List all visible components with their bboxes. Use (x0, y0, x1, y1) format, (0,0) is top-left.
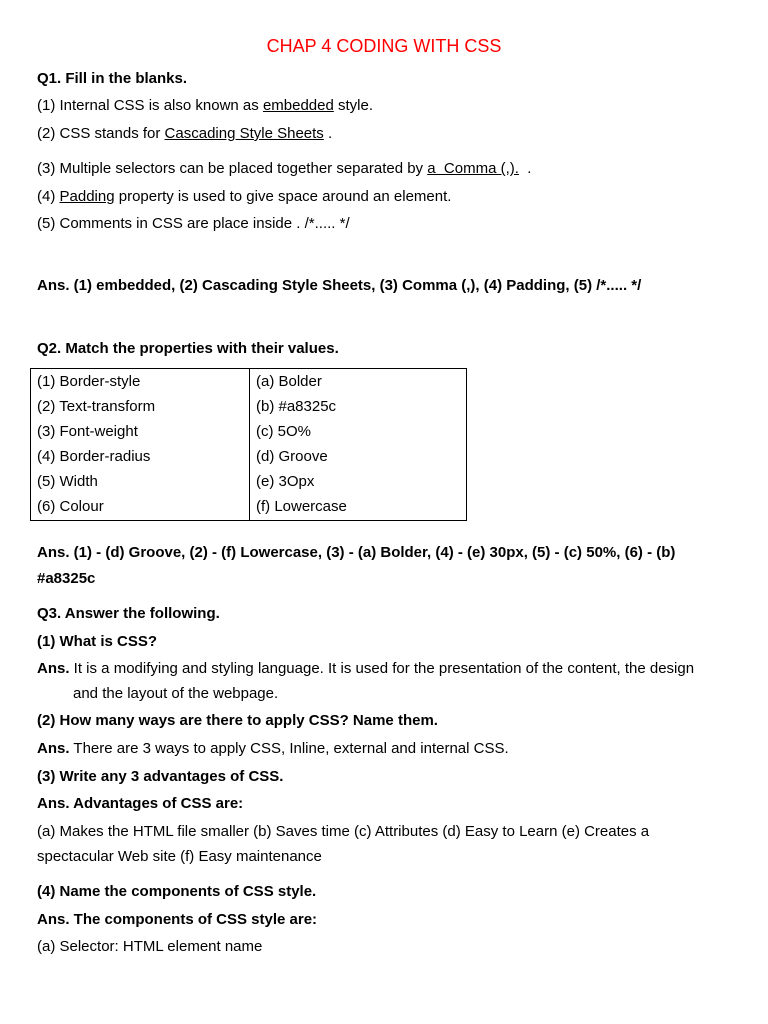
q3-question-2: (2) How many ways are there to apply CSS? Name them. (37, 712, 438, 729)
q1-heading: Q1. Fill in the blanks. (37, 70, 188, 87)
match-table (30, 368, 467, 521)
q1-item-2: (2) CSS stands for Cascading Style Sheets . (37, 125, 333, 142)
q3-answer-1-line1: Ans. It is a modifying and styling language. It is used for the presentation of the content, the design (37, 660, 695, 677)
q1-item-5: (5) Comments in CSS are place inside . /*..... */ (37, 215, 350, 232)
q1-item-1: (1) Internal CSS is also known as embedded style. (37, 97, 374, 114)
q3-answer-1-line2: and the layout of the webpage. (73, 685, 279, 702)
page-title: CHAP 4 CODING WITH CSS (266, 36, 502, 56)
q1-answer: Ans. (1) embedded, (2) Cascading Style Sheets, (3) Comma (,), (4) Padding, (5) /*..... */ (37, 277, 642, 294)
q3-question-1: (1) What is CSS? (37, 633, 158, 650)
q2-answer-line2: #a8325c (37, 570, 96, 587)
q3-answer-3-line1: (a) Makes the HTML file smaller (b) Saves time (c) Attributes (d) Easy to Learn (e) Creates a (37, 823, 650, 840)
q3-answer-3-line2: spectacular Web site (f) Easy maintenance (37, 848, 322, 865)
table-cell-right: (a) Bolder (b) #a8325c (c) 5O% (d) Groove (e) 3Opx (f) Lowercase (256, 373, 347, 515)
q2-heading: Q2. Match the properties with their values. (37, 340, 339, 357)
q1-item-4: (4) Padding property is used to give space around an element. (37, 188, 452, 205)
q2-answer-line1: Ans. (1) - (d) Groove, (2) - (f) Lowercase, (3) - (a) Bolder, (4) - (e) 30px, (5) - (c) 50%, (6) - (b) (37, 544, 676, 561)
table-cell-left: (1) Border-style (2) Text-transform (3) Font-weight (4) Border-radius (5) Width (6) Colour (31, 369, 250, 521)
q1-item-3: (3) Multiple selectors can be placed together separated by a Comma (,). . (37, 160, 532, 177)
q3-answer-4-heading: Ans. The components of CSS style are: (37, 911, 318, 928)
q3-answer-2: Ans. There are 3 ways to apply CSS, Inline, external and internal CSS. (37, 740, 509, 757)
q3-heading: Q3. Answer the following. (37, 605, 220, 622)
table-row (31, 369, 467, 521)
q3-answer-4-line1: (a) Selector: HTML element name (37, 938, 263, 955)
q3-question-3: (3) Write any 3 advantages of CSS. (37, 768, 284, 785)
q3-question-4: (4) Name the components of CSS style. (37, 883, 317, 900)
q3-answer-3-heading: Ans. Advantages of CSS are: (37, 795, 244, 812)
